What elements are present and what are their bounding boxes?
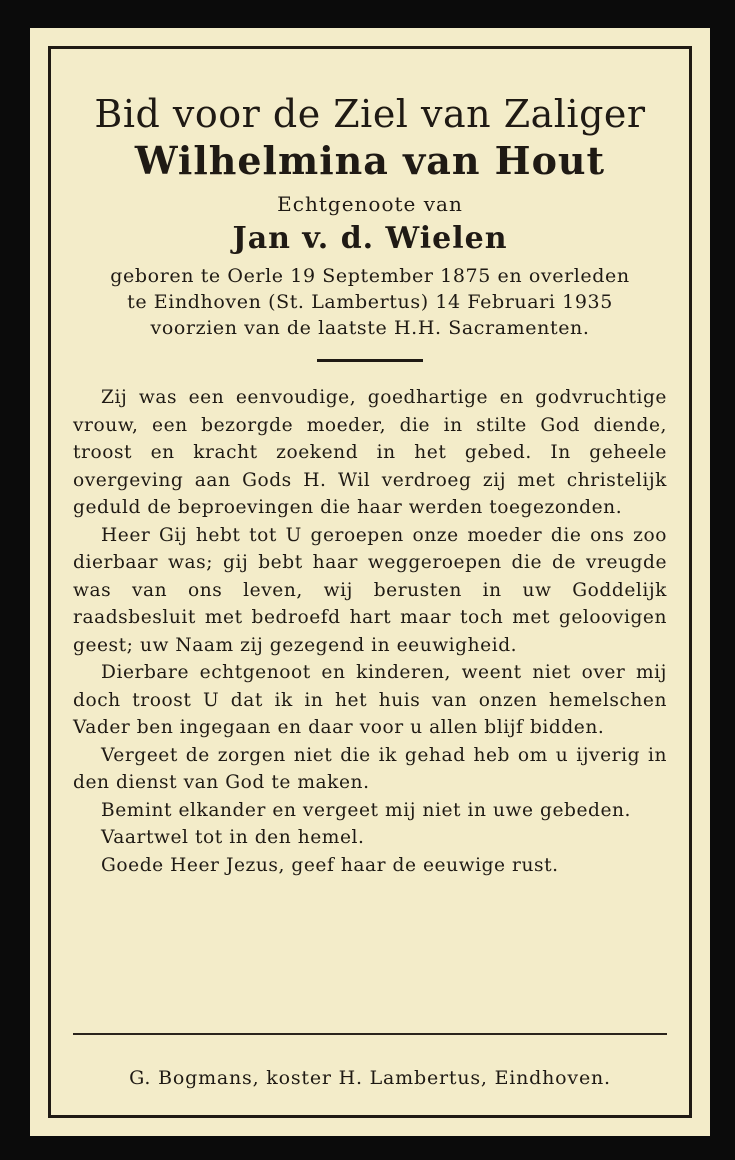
- footer-rule: [73, 1033, 667, 1035]
- prayer-text: [73, 384, 667, 879]
- life-dates: [73, 263, 667, 341]
- prayer-paragraph: Zij was een eenvoudige, goedhartige en godvruchtige vrouw, een bezorgde moeder, die in stilte God diende, troost en kracht zoekend in het gebed. In geheele overgeving aan Gods H. Wil verdroeg zij met christelijk geduld de beproevingen die haar werden toegezonden.: [73, 387, 667, 518]
- prayer-paragraph: Dierbare echtgenoot en kinderen, weent niet over mij doch troost U dat ik in het huis van onzen hemelschen Vader ben ingegaan en daar voor u allen blijf bidden.: [73, 662, 667, 738]
- memorial-card: [30, 28, 710, 1136]
- dates-line: te Eindhoven (St. Lambertus) 14 Februari 1935: [127, 291, 613, 313]
- prayer-paragraph: Vergeet de zorgen niet die ik gehad heb om u ijverig in den dienst van God te maken.: [73, 744, 667, 793]
- card-title: Bid voor de Ziel van Zaliger: [94, 92, 646, 136]
- printer-credit: G. Bogmans, koster H. Lambertus, Eindhoven.: [129, 1067, 611, 1089]
- prayer-paragraph: Bemint elkander en vergeet mij niet in uwe gebeden.: [101, 799, 632, 821]
- card-border: [48, 46, 692, 1118]
- dates-line: voorzien van de laatste H.H. Sacramenten.: [150, 317, 590, 339]
- prayer-paragraph: Heer Gij hebt tot U geroepen onze moeder die ons zoo dierbaar was; gij bebt haar weggeroepen die de vreugde was van ons leven, wij berusten in uw Goddelijk raadsbesluit met bedroefd hart maar toch met geloovigen geest; uw Naam zij gezegend in eeuwigheid.: [73, 524, 667, 656]
- prayer-paragraph: Vaartwel tot in den hemel.: [101, 827, 365, 848]
- spouse-name: Jan v. d. Wielen: [232, 221, 508, 256]
- deceased-name: Wilhelmina van Hout: [134, 138, 606, 183]
- spouse-label: Echtgenoote van: [277, 192, 463, 216]
- prayer-paragraph: Goede Heer Jezus, geef haar de eeuwige rust.: [101, 854, 559, 876]
- dates-line: geboren te Oerle 19 September 1875 en overleden: [110, 265, 630, 287]
- divider-rule: [317, 359, 423, 362]
- card-content: [73, 91, 667, 879]
